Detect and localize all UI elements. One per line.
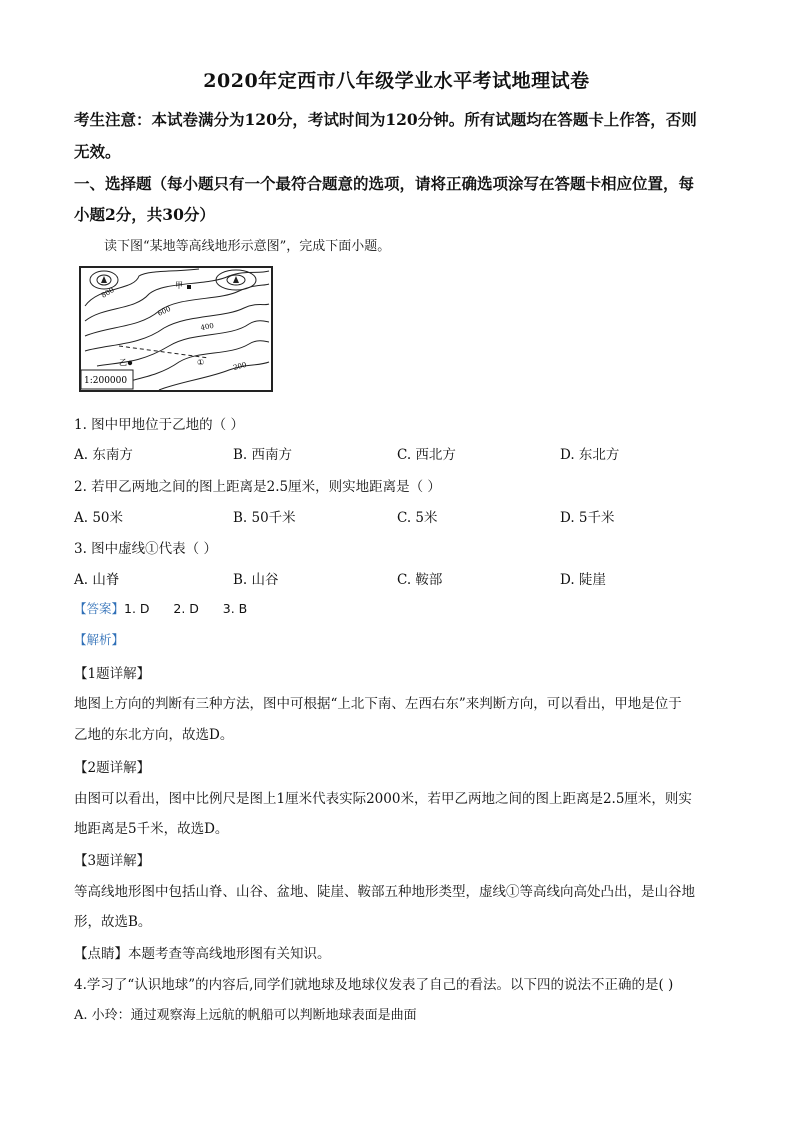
notice-line-2: 无效。	[74, 142, 121, 161]
q2-option-d: D. 5千米	[560, 510, 615, 526]
label-dashed-marker: ①	[197, 358, 205, 367]
detail-3-line-1: 等高线地形图中包括山脊、山谷、盆地、陡崖、鞍部五种地形类型，虚线①等高线向高处凸出，是山谷地	[74, 884, 695, 900]
question-2-stem: 2. 若甲乙两地之间的图上距离是2.5厘米，则实地距离是（ ）	[74, 479, 441, 495]
contour-map	[79, 266, 273, 392]
point-jia	[187, 285, 191, 289]
q1-option-d: D. 东北方	[560, 447, 620, 463]
comment-line: 【点睛】本题考查等高线地形图有关知识。	[74, 946, 331, 962]
detail-1-heading: 【1题详解】	[74, 666, 151, 682]
notice-line-1: 考生注意：本试卷满分为120分，考试时间为120分钟。所有试题均在答题卡上作答，否则	[74, 110, 697, 129]
question-1-stem: 1. 图中甲地位于乙地的（ ）	[74, 417, 244, 433]
contour-label: 600	[156, 304, 172, 318]
question-4-stem: 4.学习了“认识地球”的内容后,同学们就地球及地球仪发表了自己的看法。以下四的说法不正确的是( )	[74, 977, 674, 993]
detail-1-line-1: 地图上方向的判断有三种方法，图中可根据“上北下南、左西右东”来判断方向，可以看出，甲地是位于	[74, 696, 682, 712]
answer-label: 【答案】	[74, 601, 125, 616]
map-scale: 1:200000	[84, 376, 128, 386]
answer-line	[74, 599, 247, 617]
label-yi: 乙	[119, 358, 127, 367]
q4-option-a: A. 小玲：通过观察海上远航的帆船可以判断地球表面是曲面	[74, 1008, 417, 1023]
answer-values: 1. D 2. D 3. B	[124, 601, 248, 616]
q3-option-b: B. 山谷	[233, 572, 279, 588]
point-yi	[128, 361, 132, 365]
contour-label: 800	[100, 286, 116, 300]
q1-option-b: B. 西南方	[233, 447, 293, 463]
question-intro: 读下图“某地等高线地形示意图”，完成下面小题。	[104, 239, 391, 254]
question-3-stem: 3. 图中虚线①代表（ ）	[74, 541, 217, 557]
q2-option-a: A. 50米	[74, 510, 124, 526]
detail-3-heading: 【3题详解】	[74, 853, 151, 869]
detail-2-line-2: 地距离是5千米，故选D。	[74, 821, 229, 837]
section-heading-line-2: 小题2分，共30分）	[74, 205, 215, 224]
q3-option-d: D. 陡崖	[560, 572, 606, 588]
q3-option-a: A. 山脊	[74, 572, 120, 588]
q2-option-c: C. 5米	[397, 510, 438, 526]
detail-2-heading: 【2题详解】	[74, 760, 151, 776]
detail-1-line-2: 乙地的东北方向，故选D。	[74, 727, 234, 743]
section-heading-line-1: 一、选择题（每小题只有一个最符合题意的选项，请将正确选项涂写在答题卡相应位置，每	[74, 174, 695, 193]
label-jia: 甲	[175, 281, 183, 290]
q3-option-c: C. 鞍部	[397, 572, 443, 588]
analysis-label: 【解析】	[74, 632, 125, 647]
q2-option-b: B. 50千米	[233, 510, 296, 526]
contour-label: 200	[232, 360, 248, 372]
q1-option-c: C. 西北方	[397, 447, 456, 463]
page-title: 2020年定西市八年级学业水平考试地理试卷	[203, 70, 590, 92]
detail-3-line-2: 形，故选B。	[74, 914, 152, 930]
contour-label: 400	[199, 321, 215, 332]
q1-option-a: A. 东南方	[74, 447, 133, 463]
detail-2-line-1: 由图可以看出，图中比例尺是图上1厘米代表实际2000米，若甲乙两地之间的图上距离是2.5厘米，则实	[74, 791, 692, 807]
